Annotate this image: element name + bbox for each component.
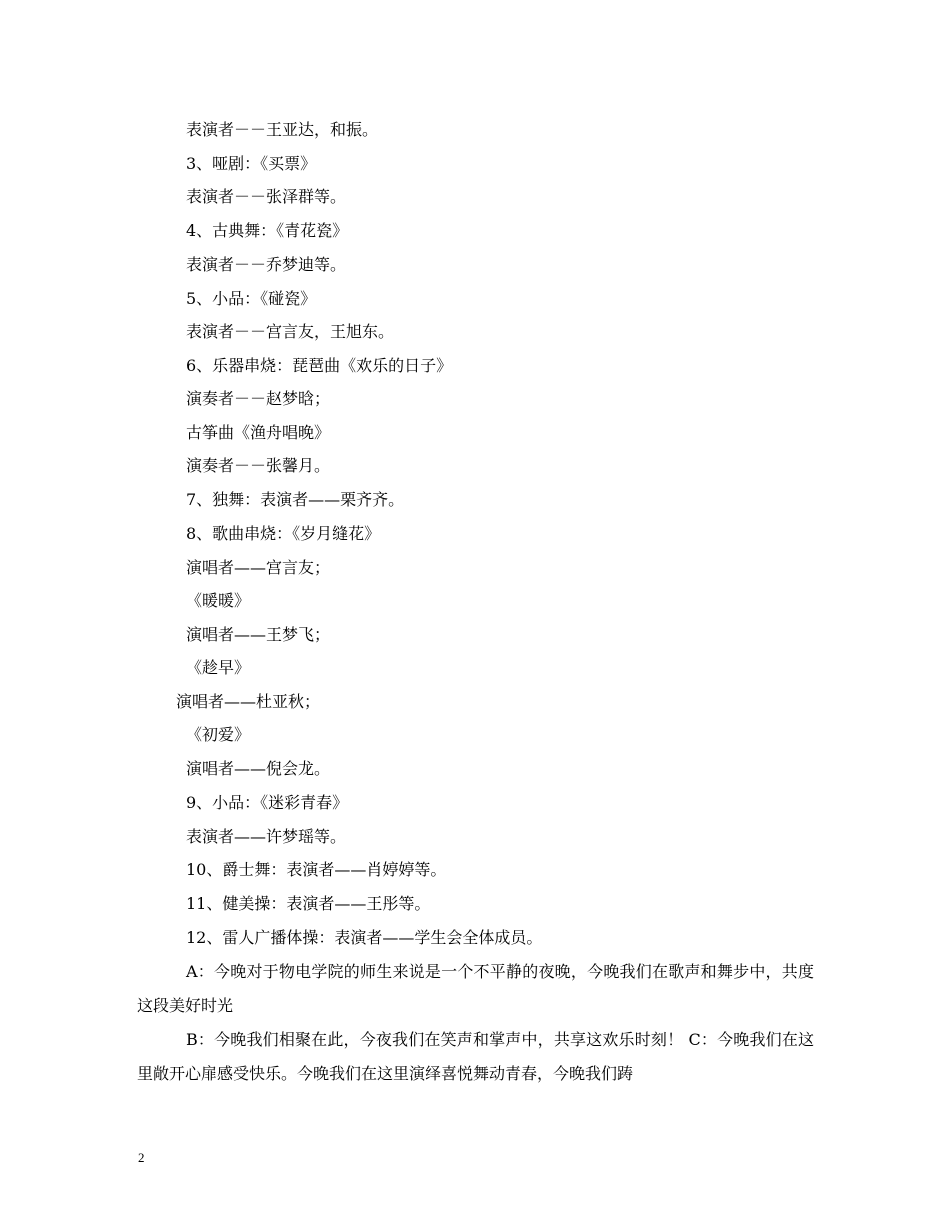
program-line: 6、乐器串烧：琵琶曲《欢乐的日子》	[186, 356, 453, 375]
host-paragraph-b: B：今晚我们相聚在此，今夜我们在笑声和掌声中，共享这欢乐时刻！ C：今晚我们在这里敞开心扉感受快乐。今晚我们在这里演绎喜悦舞动青春，今晚我们踌	[137, 1030, 814, 1083]
program-line: 古筝曲《渔舟唱晚》	[186, 423, 331, 442]
program-line: 《暖暖》	[186, 591, 251, 610]
program-line: 5、小品：《碰瓷》	[186, 289, 317, 308]
program-line: 10、爵士舞：表演者——肖婷婷等。	[186, 860, 447, 879]
program-line: 11、健美操：表演者——王彤等。	[186, 894, 431, 913]
program-line: 表演者－－宫言友，王旭东。	[186, 322, 395, 341]
program-line: 表演者－－王亚达，和振。	[186, 120, 379, 139]
program-line: 表演者－－张泽群等。	[186, 187, 347, 206]
program-line: 演唱者——王梦飞；	[186, 625, 331, 644]
host-paragraph-a: A：今晚对于物电学院的师生来说是一个不平静的夜晚，今晚我们在歌声和舞步中，共度这段美好时光	[137, 962, 814, 1015]
program-line: 表演者－－乔梦迪等。	[186, 255, 347, 274]
program-line: 7、独舞：表演者——栗齐齐。	[186, 490, 405, 509]
program-line: 9、小品：《迷彩青春》	[186, 793, 349, 812]
program-line: 3、哑剧：《买票》	[186, 154, 317, 173]
program-line: 表演者——许梦瑶等。	[186, 827, 347, 846]
program-line: 演唱者——倪会龙。	[186, 759, 331, 778]
program-line: 演奏者－－张馨月。	[186, 456, 331, 475]
page-number: 2	[138, 1150, 145, 1165]
program-line: 12、雷人广播体操：表演者——学生会全体成员。	[186, 928, 543, 947]
program-line: 演奏者－－赵梦晗；	[186, 389, 331, 408]
program-line: 4、古典舞：《青花瓷》	[186, 221, 349, 240]
program-line: 《初爱》	[186, 725, 251, 744]
program-line: 演唱者——宫言友；	[186, 558, 331, 577]
program-line: 8、歌曲串烧：《岁月缝花》	[186, 524, 381, 543]
program-line: 演唱者——杜亚秋；	[176, 692, 321, 711]
program-line: 《趁早》	[186, 658, 251, 677]
